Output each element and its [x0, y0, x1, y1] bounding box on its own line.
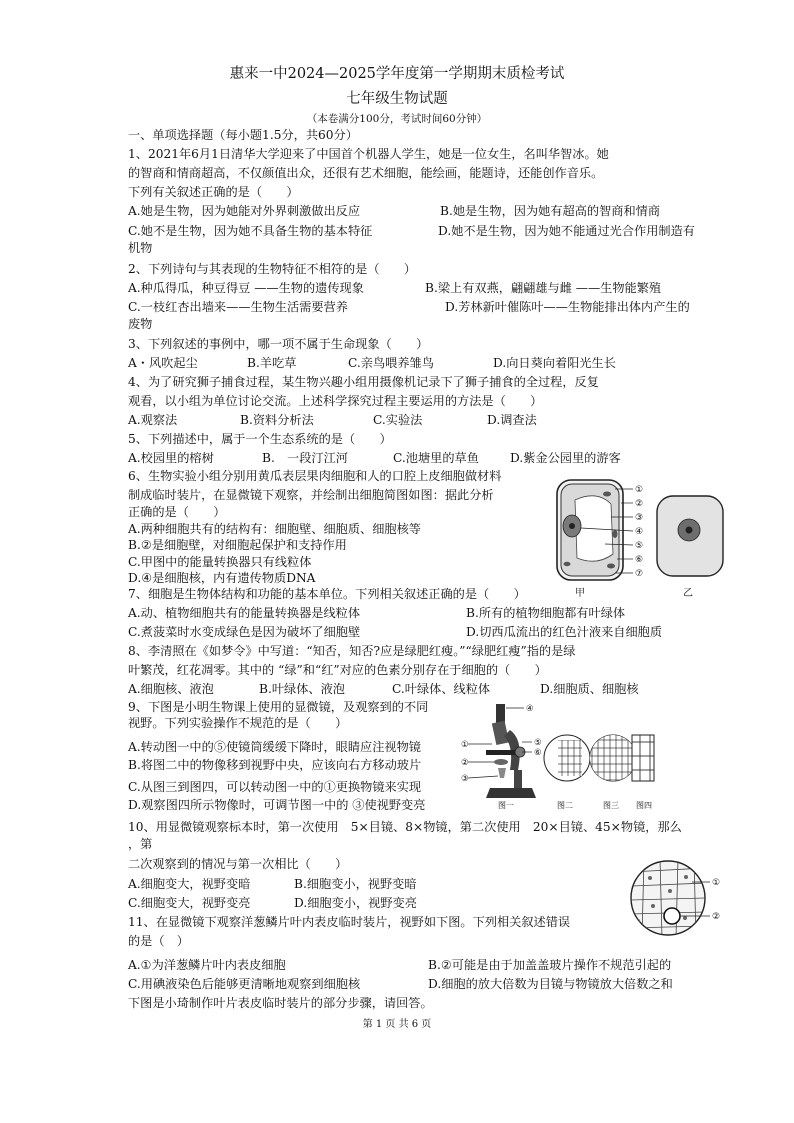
caption-fig4: 图四: [636, 801, 652, 810]
caption-yi: 乙: [683, 588, 693, 599]
onion-label-2: ②: [712, 912, 721, 922]
q5-option-c: C.池塘里的草鱼: [393, 451, 479, 465]
q10-stem-line3: 二次观察到的情况与第一次相比（ ）: [128, 857, 348, 871]
scope-label-4: ④: [526, 704, 534, 714]
field-of-view-2: [544, 735, 590, 781]
exam-subtitle: 七年级生物试题: [346, 91, 448, 107]
q4-option-d: D.调查法: [487, 413, 537, 427]
q4-stem-line2: 观看，以小组为单位讨论交流。上述科学探究过程主要运用的方法是（ ）: [128, 394, 543, 408]
q1-option-a: A.她是生物，因为她能对外界刺激做出反应: [128, 204, 361, 218]
field-of-view-3: [588, 734, 638, 784]
q4-option-b: B.资料分析法: [240, 413, 314, 427]
q3-option-c: C.亲鸟喂养雏鸟: [348, 356, 434, 370]
q9-stem-line1: 9、下图是小明生物课上使用的显微镜，及观察到的不同: [128, 700, 429, 714]
q3-option-d: D.向日葵向着阳光生长: [493, 356, 616, 370]
q1-stem-line3: 下列有关叙述正确的是（ ）: [128, 185, 299, 199]
label-4: ④: [635, 527, 644, 537]
q8-option-d: D.细胞质、细胞核: [540, 682, 639, 696]
label-6: ⑥: [635, 555, 644, 565]
q2-option-c: C.一枝红杏出墙来——生物生活需要营养: [128, 300, 348, 314]
caption-fig1: 图一: [498, 801, 514, 810]
caption-fig3: 图三: [603, 801, 619, 810]
q5-option-b: B. 一段汀江河: [262, 451, 348, 465]
label-5: ⑤: [635, 541, 644, 551]
figure-captions: [498, 801, 652, 810]
exam-title: 惠来一中2024—2025学年度第一学期期末质检考试: [229, 66, 565, 82]
q3-option-b: B.羊吃草: [247, 356, 297, 370]
q9-microscope-figure: [460, 700, 656, 812]
air-bubble: [664, 908, 680, 924]
section-heading: 一、单项选择题（每小题1.5分，共60分）: [128, 128, 358, 142]
q4-stem-line1: 4、为了研究狮子捕食过程，某生物兴趣小组用摄像机记录下了狮子捕食的全过程，反复: [128, 375, 599, 389]
q6-option-d: D.④是细胞核，内有遗传物质DNA: [128, 571, 316, 585]
q7-option-d: D.切西瓜流出的红色汁液来自细胞质: [466, 625, 663, 639]
q1-stem-line1: 1、2021年6月1日清华大学迎来了中国首个机器人学生，她是一位女生，名叫华智冰。她: [128, 147, 609, 161]
q5-option-a: A.校园里的榕树: [128, 451, 214, 465]
q5-stem: 5、下列描述中，属于一个生态系统的是（ ）: [128, 432, 392, 446]
label-1: ①: [635, 485, 644, 495]
q2-option-b: B.梁上有双燕，翩翩雄与雌 ——生物能繁殖: [425, 281, 662, 295]
q9-option-a: A.转动图一中的⑤使镜筒缓缓下降时，眼睛应注视物镜: [128, 740, 421, 754]
q10-option-d: D.细胞变小，视野变亮: [294, 896, 417, 910]
q2-option-d-cont: 废物: [128, 317, 153, 331]
q6-option-b: B.②是细胞壁，对细胞起保护和支持作用: [128, 538, 347, 552]
onion-cells-svg: [626, 858, 728, 938]
q11-stem-line1: 11、在显微镜下观察洋葱鳞片叶内表皮临时装片，视野如下图。下列相关叙述错误: [128, 915, 571, 929]
q11-onion-cells-figure: [626, 858, 728, 938]
q2-option-a: A.种瓜得瓜，种豆得豆 ——生物的遗传现象: [128, 281, 364, 295]
q6-stem-line1: 6、生物实验小组分别用黄瓜表层果肉细胞和人的口腔上皮细胞做材料: [128, 469, 502, 483]
q1-option-d-cont: 机物: [128, 241, 153, 255]
q8-stem-line2: 叶繁茂，红花凋零。其中的 “绿”和“红”对应的色素分别存在于细胞的（ ）: [128, 663, 547, 677]
q11-option-c: C.用碘液染色后能够更清晰地观察到细胞核: [128, 977, 361, 991]
microscope: [486, 704, 536, 798]
q3-option-a: A・风吹起尘: [128, 356, 198, 370]
q9-stem-line2: 视野。下列实验操作不规范的是（ ）: [128, 716, 348, 730]
cell-diagram-svg: [545, 474, 735, 600]
q4-option-c: C.实验法: [373, 413, 423, 427]
q9-option-b: B.将图二中的物像移到视野中央，应该向右方移动玻片: [128, 758, 422, 772]
q3-stem: 3、下列叙述的事例中，哪一项不属于生命现象（ ）: [128, 337, 429, 351]
q8-option-a: A.细胞核、液泡: [128, 682, 214, 696]
q10-stem-line2: ，第: [128, 837, 153, 851]
q6-stem-line2: 制成临时装片，在显微镜下观察，并绘制出细胞简图如图：据此分析: [128, 488, 494, 502]
q12-stem: 下图是小琦制作叶片表皮临时装片的部分步骤，请回答。: [128, 996, 433, 1010]
onion-labels: [712, 878, 720, 922]
caption-fig2: 图二: [557, 801, 573, 810]
label-3: ③: [635, 513, 644, 523]
scope-label-1: ①: [461, 740, 469, 750]
q7-option-c: C.煮菠菜时水变成绿色是因为破坏了细胞壁: [128, 625, 361, 639]
label-7: ⑦: [635, 569, 644, 579]
plant-cell-labels: [635, 485, 643, 579]
q1-option-d: D.她不是生物，因为她不能通过光合作用制造有: [438, 224, 695, 238]
q11-stem-line2: 的是（ ）: [128, 934, 189, 948]
field-of-view-4: [632, 735, 654, 781]
q1-stem-line2: 的智商和情商超高，不仅颜值出众，还很有艺术细胞，能绘画，能题诗，还能创作音乐。: [128, 166, 604, 180]
q10-option-c: C.细胞变大，视野变亮: [128, 896, 251, 910]
q11-option-a: A.①为洋葱鳞片叶内表皮细胞: [128, 958, 286, 972]
q5-option-d: D.紫金公园里的游客: [510, 451, 621, 465]
page-number: 第 1 页 共 6 页: [362, 1019, 432, 1030]
exam-note: （本卷满分100分，考试时间60分钟）: [306, 113, 488, 125]
q10-stem-line1: 10、用显微镜观察标本时，第一次使用 5×目镜、8×物镜，第二次使用 20×目镜、45×物镜，那么: [128, 820, 682, 834]
q2-stem: 2、下列诗句与其表现的生物特征不相符的是（ ）: [128, 262, 417, 276]
q9-option-d: D.观察图四所示物像时，可调节图一中的 ③使视野变亮: [128, 798, 426, 812]
scope-label-6: ⑥: [534, 748, 542, 758]
scope-label-3: ③: [461, 774, 469, 784]
q8-stem-line1: 8、李清照在《如梦令》中写道：“知否，知否?应是绿肥红瘦。”“绿肥红瘦”指的是绿: [128, 644, 576, 658]
q1-option-b: B.她是生物，因为她有超高的智商和情商: [440, 204, 661, 218]
q11-option-b: B.②可能是由于加盖盖玻片操作不规范引起的: [428, 958, 672, 972]
q4-option-a: A.观察法: [128, 413, 178, 427]
q6-stem-line3: 正确的是（ ）: [128, 505, 226, 519]
q1-option-c: C.她不是生物，因为她不具备生物的基本特征: [128, 224, 373, 238]
q6-option-a: A.两种细胞共有的结构有：细胞壁、细胞质、细胞核等: [128, 522, 421, 536]
q8-option-b: B.叶绿体、液泡: [259, 682, 345, 696]
q6-cell-diagram: [545, 474, 735, 600]
microscope-svg: [460, 700, 656, 812]
q11-option-d: D.细胞的放大倍数为目镜与物镜放大倍数之和: [428, 977, 673, 991]
animal-cell: [657, 496, 723, 576]
q7-stem: 7、细胞是生物体结构和功能的基本单位。下列相关叙述正确的是（ ）: [128, 587, 526, 601]
onion-label-1: ①: [712, 878, 721, 888]
q9-option-c: C.从图三到图四，可以转动图一中的①更换物镜来实现: [128, 780, 422, 794]
label-2: ②: [635, 499, 644, 509]
caption-jia: 甲: [575, 588, 585, 599]
q6-option-c: C.甲图中的能量转换器只有线粒体: [128, 555, 312, 569]
q2-option-d: D.芳林新叶催陈叶——生物能排出体内产生的: [445, 300, 690, 314]
q8-option-c: C.叶绿体、线粒体: [392, 682, 491, 696]
q7-option-a: A.动、植物细胞共有的能量转换器是线粒体: [128, 606, 361, 620]
scope-label-5: ⑤: [534, 738, 542, 748]
q7-option-b: B.所有的植物细胞都有叶绿体: [466, 606, 626, 620]
q10-option-a: A.细胞变大，视野变暗: [128, 877, 251, 891]
scope-label-2: ②: [461, 758, 469, 768]
q10-option-b: B.细胞变小，视野变暗: [294, 877, 417, 891]
